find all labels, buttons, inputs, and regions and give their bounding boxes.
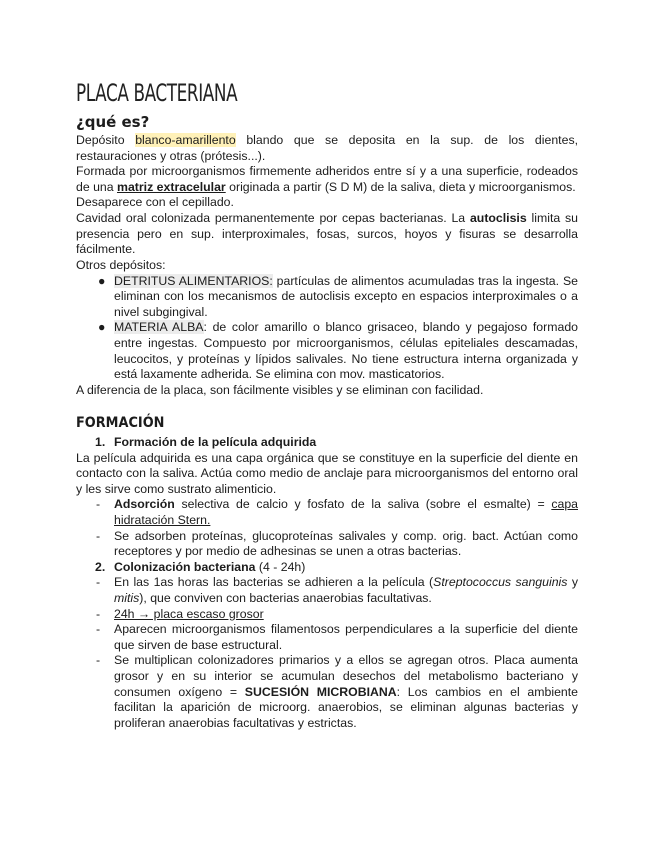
otros-depositos-section <box>76 258 578 398</box>
step-2-dash-3: - Aparecen microorganismos filamentosos perpendiculares a la superficie del diente que sirven de base estructural. <box>96 622 578 652</box>
detritus-label: DETRITUS ALIMENTARIOS: <box>114 273 273 288</box>
highlight-blanco-amarillento: blanco-amarillento <box>135 133 236 147</box>
list-item-detritus: ● DETRITUS ALIMENTARIOS: partículas de alimentos acumuladas tras la ingesta. Se eliminan con los mecanismos de autoclisis excepto en espacios interproximales o a nivel subgingival. <box>98 273 578 319</box>
list-item-materia-alba: ● MATERIA ALBA: de color amarillo o blanco grisaceo, blando y pegajoso formado entre ingestas. Compuesto por microorganismos, células epiteliales descamadas, leucocitos, y proteínas y lípidos salivales. No tiene estructura interna organizada y está laxamente adherida. Se elimina con mov. masticatorios. <box>98 320 578 382</box>
subtitle-que-es: ¿qué es? <box>76 113 150 131</box>
otros-closing: A diferencia de la placa, son fácilmente visibles y se eliminan con facilidad. <box>76 382 484 397</box>
step-2-dash-2: - 24h → placa escaso grosor <box>96 606 264 621</box>
intro-paragraph-1: Depósito blanco-amarillento blando que se deposita en la sup. de los dientes, restauraciones y otras (prótesis...). <box>76 133 579 163</box>
intro-paragraph-3: Desaparece con el cepillado. <box>76 195 234 210</box>
matriz-extracelular: matriz extracelular <box>117 179 226 194</box>
section-heading-formacion: FORMACIÓN <box>76 415 165 431</box>
step-1-heading: 1. Formación de la película adquirida <box>95 435 317 449</box>
step-1-dash-1: - Adsorción selectiva de calcio y fosfato de la saliva (sobre el esmalte) = capa hidratación Stern. <box>96 497 578 527</box>
step-1-dash-2: - Se adsorben proteínas, glucoproteínas salivales y comp. orig. bact. Actúan como receptores y por medio de adhesinas se unen a otras bacterias. <box>96 528 578 559</box>
page-title: PLACA BACTERIANA <box>76 79 238 107</box>
step-2-dash-4: - Se multiplican colonizadores primarios y a ellos se agregan otros. Placa aumenta grosor y en su interior se acumulan desechos del metabolismo bacteriano y consumen oxígeno = SUCESIÓN MICROBIANA: Los cambios en el ambiente facilitan la aparición de microorg. anaerobios, se eliminan algunas bacterias y proliferan anaerobias facultativas y estrictas. <box>96 653 578 730</box>
otros-heading: Otros depósitos: <box>76 258 166 272</box>
intro-paragraph-2: Formada por microorganismos firmemente adheridos entre sí y a una superficie, rodeados de una matriz extracelular originada a partir (S D M) de la saliva, dieta y microorganismos. <box>76 164 578 194</box>
formacion-section <box>76 435 578 731</box>
step-2-heading: 2. Colonización bacteriana (4 - 24h) <box>95 559 306 574</box>
autoclisis-term: autoclisis <box>469 210 527 225</box>
bullet-icon: ● <box>98 273 106 288</box>
intro-section <box>76 133 578 258</box>
step-2-dash-1: - En las 1as horas las bacterias se adhieren a la película (Streptococcus sanguinis y mitis), que conviven con bacterias anaerobias facultativas. <box>96 575 578 605</box>
bullet-icon: ● <box>98 320 106 335</box>
step-1-body: La película adquirida es una capa orgánica que se constituye en la superficie del diente en contacto con la saliva. Actúa como medio de anclaje para microorganismos del entorno oral y les sirve como sustrato alimenticio. <box>76 450 578 496</box>
intro-paragraph-4: Cavidad oral colonizada permanentemente por cepas bacterianas. La autoclisis limita su presencia pero en sup. interproximales, fosas, surcos, hoyos y fisuras se desarrolla fácilmente. <box>76 210 579 257</box>
materia-alba-label: MATERIA ALBA <box>114 320 204 335</box>
